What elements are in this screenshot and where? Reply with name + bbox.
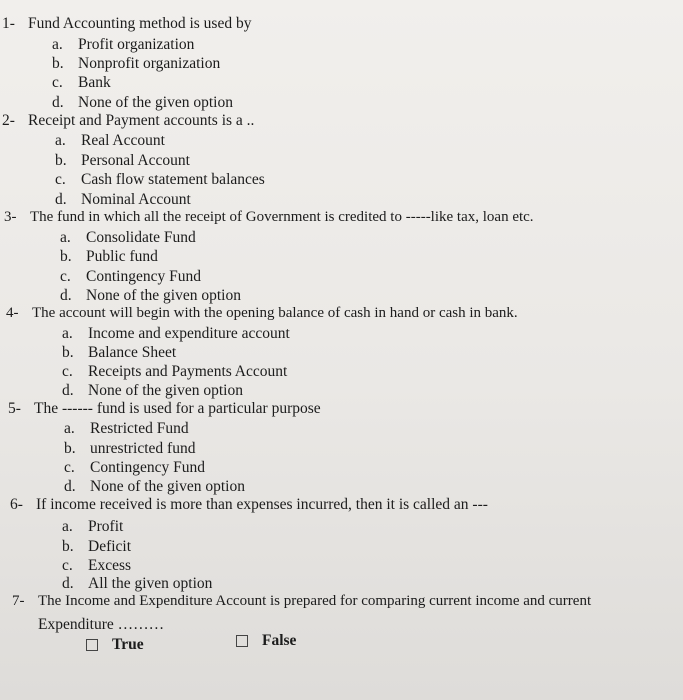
option-2b: b. Personal Account [55, 152, 190, 169]
option-5c: c. Contingency Fund [64, 459, 205, 476]
question-number: 4- [6, 305, 19, 321]
option-4a: a. Income and expenditure account [62, 325, 290, 342]
question-number: 5- [8, 400, 21, 417]
option-1c: c. Bank [52, 74, 111, 91]
option-5b: b. unrestricted fund [64, 440, 196, 457]
option-2d: d. Nominal Account [55, 191, 191, 208]
option-5d: d. None of the given option [64, 478, 245, 495]
option-3a: a. Consolidate Fund [60, 229, 196, 246]
question-text: The account will begin with the opening balance of cash in hand or cash in bank. [32, 305, 518, 321]
option-4b: b. Balance Sheet [62, 344, 177, 361]
option-5a: a. Restricted Fund [64, 420, 189, 437]
question-5 [8, 400, 321, 418]
question-6 [10, 496, 488, 514]
question-text: The fund in which all the receipt of Government is credited to -----like tax, loan etc. [30, 209, 534, 225]
question-text: Receipt and Payment accounts is a .. [28, 112, 255, 129]
option-1d: d. None of the given option [52, 94, 233, 111]
question-text: If income received is more than expenses incurred, then it is called an --- [36, 496, 488, 513]
checkbox-false-icon[interactable] [236, 635, 248, 647]
option-3d: d. None of the given option [60, 287, 241, 304]
option-1b: b. Nonprofit organization [52, 55, 221, 72]
question-2 [2, 112, 254, 130]
question-text: The ------ fund is used for a particular purpose [34, 400, 321, 417]
choice-false[interactable] [236, 632, 296, 650]
option-6b: b. Deficit [62, 538, 132, 555]
question-number: 7- [12, 593, 25, 609]
question-number: 2- [2, 112, 15, 129]
option-4c: c. Receipts and Payments Account [62, 363, 288, 380]
option-1a: a. Profit organization [52, 36, 195, 53]
question-text: The Income and Expenditure Account is prepared for comparing current income and current [38, 593, 592, 609]
question-number: 1- [2, 15, 15, 32]
question-number: 6- [10, 496, 23, 513]
option-6a: a. Profit [62, 518, 124, 535]
choice-true-label: True [112, 636, 144, 653]
question-4 [6, 304, 518, 322]
option-6d: d. All the given option [62, 575, 213, 592]
question-text: Fund Accounting method is used by [28, 15, 252, 32]
choice-false-label: False [262, 632, 297, 649]
option-2c: c. Cash flow statement balances [55, 171, 265, 188]
option-6c: c. Excess [62, 557, 132, 574]
option-3c: c. Contingency Fund [60, 268, 201, 285]
question-number: 3- [4, 209, 17, 225]
option-4d: d. None of the given option [62, 382, 243, 399]
question-1 [2, 15, 251, 33]
question-7-continuation: Expenditure ……… [38, 616, 165, 633]
option-2a: a. Real Account [55, 132, 165, 149]
choice-true[interactable] [86, 636, 144, 654]
question-3 [4, 208, 534, 226]
checkbox-true-icon[interactable] [86, 639, 98, 651]
option-3b: b. Public fund [60, 248, 158, 265]
question-7 [12, 592, 591, 610]
